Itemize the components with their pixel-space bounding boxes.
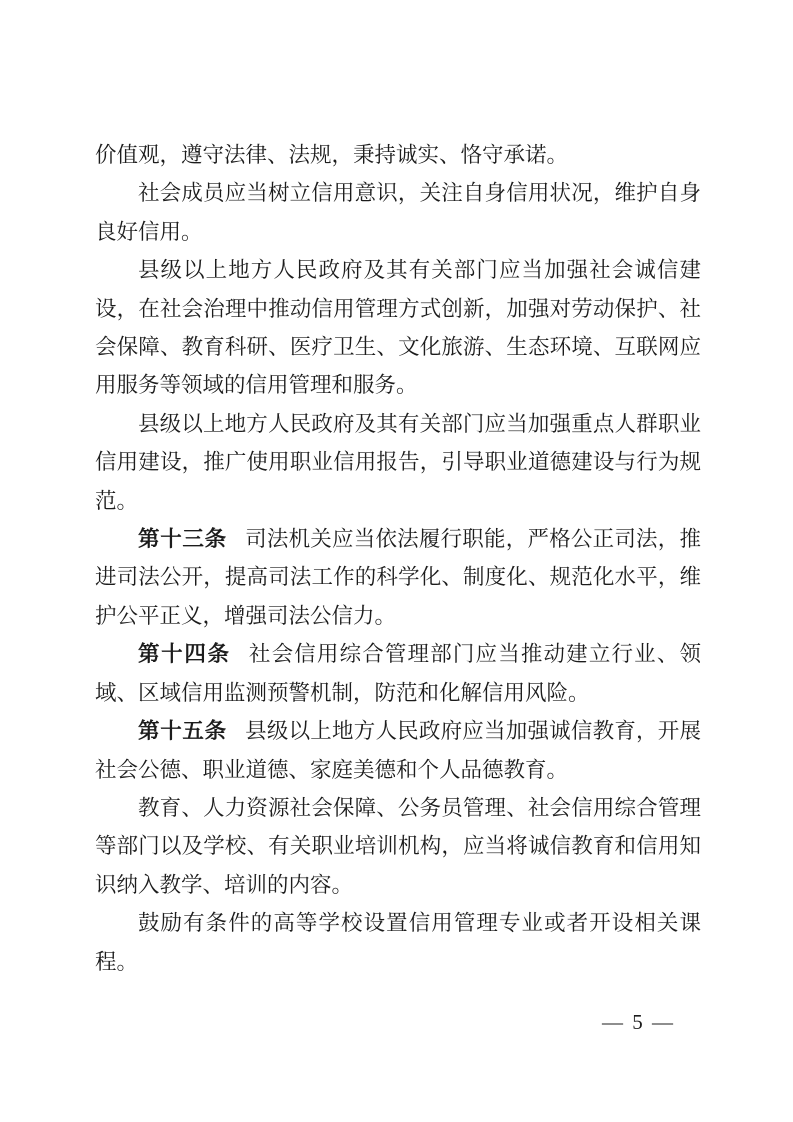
article-15 <box>95 712 701 789</box>
article-15-text: 县级以上地方人民政府应当加强诚信教育，开展社会公德、职业道德、家庭美德和个人品德教育。 <box>95 719 701 782</box>
paragraph-text: 县级以上地方人民政府及其有关部门应当加强社会诚信建设，在社会治理中推动信用管理方式创新，加强对劳动保护、社会保障、教育科研、医疗卫生、文化旅游、生态环境、互联网应用服务等领域的信用管理和服务。 <box>95 258 701 398</box>
article-13-number: 第十三条 <box>138 527 227 552</box>
article-14-number: 第十四条 <box>138 642 231 667</box>
article-15-number: 第十五条 <box>138 719 227 744</box>
paragraph-occupational-credit <box>95 405 701 520</box>
paragraph-text: 社会成员应当树立信用意识，关注自身信用状况，维护自身良好信用。 <box>95 181 701 244</box>
paragraph-social-members <box>95 174 701 251</box>
page-number: — 5 — <box>602 1010 675 1034</box>
article-14 <box>95 635 701 712</box>
document-text-block <box>95 136 701 981</box>
paragraph-text: 鼓励有条件的高等学校设置信用管理专业或者开设相关课程。 <box>95 911 701 974</box>
paragraph-education-departments <box>95 789 701 904</box>
paragraph-continuation <box>95 136 701 174</box>
paragraph-text: 教育、人力资源社会保障、公务员管理、社会信用综合管理等部门以及学校、有关职业培训机构，应当将诚信教育和信用知识纳入教学、培训的内容。 <box>95 795 701 897</box>
paragraph-text: 价值观，遵守法律、法规，秉持诚实、恪守承诺。 <box>95 143 569 167</box>
paragraph-text: 县级以上地方人民政府及其有关部门应当加强重点人群职业信用建设，推广使用职业信用报告，引导职业道德建设与行为规范。 <box>95 411 701 513</box>
paragraph-government-credit-management <box>95 251 701 405</box>
article-14-text: 社会信用综合管理部门应当推动建立行业、领域、区域信用监测预警机制，防范和化解信用风险。 <box>95 642 701 705</box>
article-13 <box>95 520 701 635</box>
article-13-text: 司法机关应当依法履行职能，严格公正司法，推进司法公开，提高司法工作的科学化、制度化、规范化水平，维护公平正义，增强司法公信力。 <box>95 527 701 628</box>
paragraph-higher-education <box>95 904 701 981</box>
